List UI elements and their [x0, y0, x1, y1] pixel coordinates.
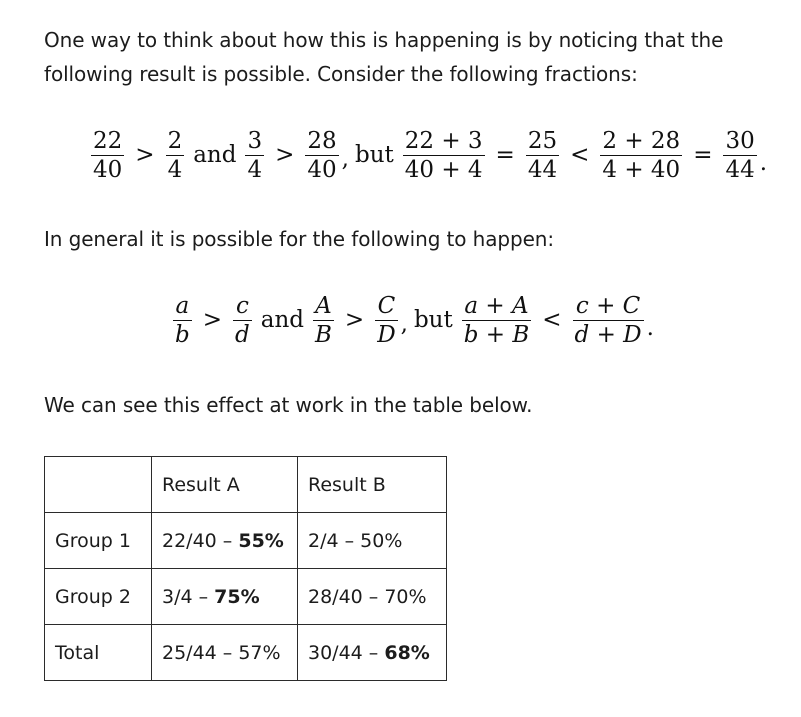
comma: , [400, 311, 408, 337]
row-label: Total [45, 625, 152, 681]
symbolic-fraction-equation [170, 287, 654, 353]
greater-than: > [135, 142, 155, 168]
general-paragraph: In general it is possible for the following to happen: [44, 227, 555, 251]
but-word: but [354, 142, 394, 168]
fraction: $\frac{25}{44}$ [527, 127, 558, 183]
row-label: Group 2 [45, 569, 152, 625]
fraction: $\frac{c + C}{d + D}$ [574, 292, 642, 348]
fraction: $\frac{30}{44}$ [725, 127, 755, 183]
result-b-cell: 30/44 – 68% [298, 625, 447, 681]
and-word: and [260, 307, 304, 333]
less-than: < [570, 142, 590, 168]
but-word: but [413, 307, 453, 333]
table-row [45, 513, 447, 569]
fraction: $\frac{A}{B}$ [315, 292, 332, 348]
fraction: $\frac{c}{d}$ [235, 292, 250, 348]
fraction: $\frac{a}{b}$ [175, 292, 190, 348]
less-than: < [542, 307, 562, 333]
greater-than: > [344, 307, 365, 333]
fraction: $\frac{28}{40}$ [307, 127, 337, 183]
comma: , [341, 146, 349, 172]
header-cell-empty [45, 457, 152, 513]
table-header-row [45, 457, 447, 513]
greater-than: > [275, 142, 295, 168]
greater-than: > [202, 307, 223, 333]
fraction: $\frac{22}{40}$ [93, 127, 123, 183]
fraction: $\frac{a + A}{b + B}$ [463, 292, 530, 348]
percent-value: 57% [238, 641, 281, 664]
percent-value: 70% [384, 585, 427, 608]
equals: = [495, 142, 515, 168]
fraction: $\frac{C}{D}$ [377, 292, 396, 348]
results-table [44, 456, 447, 681]
fraction: $\frac{22 + 3}{40 + 4}$ [404, 127, 483, 183]
fraction: $\frac{3}{4}$ [247, 127, 263, 183]
header-result-a: Result A [152, 457, 298, 513]
header-result-b: Result B [298, 457, 447, 513]
percent-value: 75% [214, 585, 260, 608]
numeric-fraction-equation [88, 122, 767, 188]
result-a-cell: 3/4 – 75% [152, 569, 298, 625]
table-row [45, 625, 447, 681]
equals: = [693, 142, 713, 168]
result-b-cell: 2/4 – 50% [298, 513, 447, 569]
table-row [45, 569, 447, 625]
percent-value: 50% [360, 529, 403, 552]
period: . [646, 315, 654, 341]
period: . [759, 150, 768, 176]
table-intro-paragraph: We can see this effect at work in the table below. [44, 393, 533, 417]
percent-value: 55% [238, 529, 284, 552]
fraction: $\frac{2 + 28}{4 + 40}$ [602, 127, 681, 183]
fraction: $\frac{2}{4}$ [167, 127, 183, 183]
result-a-cell: 25/44 – 57% [152, 625, 298, 681]
intro-paragraph: One way to think about how this is happening is by noticing that the following result is possible. Consider the following fractions: [44, 28, 724, 86]
row-label: Group 1 [45, 513, 152, 569]
percent-value: 68% [384, 641, 430, 664]
and-word: and [193, 142, 237, 168]
result-b-cell: 28/40 – 70% [298, 569, 447, 625]
result-a-cell: 22/40 – 55% [152, 513, 298, 569]
